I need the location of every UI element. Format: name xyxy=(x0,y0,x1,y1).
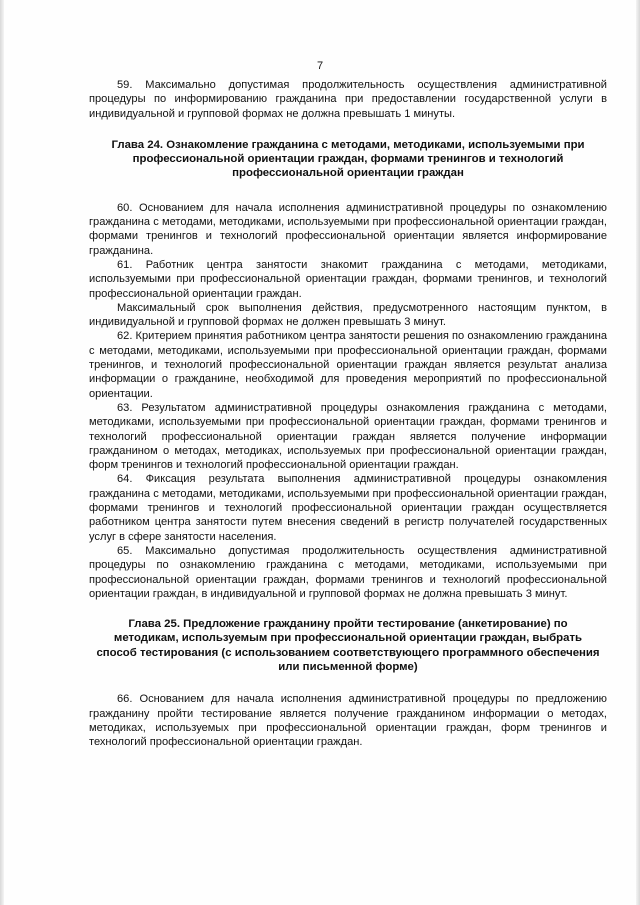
paragraph-61-max-time: Максимальный срок выполнения действия, предусмотренного настоящим пунктом, в индивидуальной и групповой формах не должен превышать 3 минут. xyxy=(89,301,607,329)
scan-edge-left xyxy=(0,0,4,905)
page-number: 7 xyxy=(316,60,324,72)
chapter-25-heading: Глава 25. Предложение гражданину пройти тестирование (анкетирование) по методикам, используемым при профессиональной ориентации граждан, выбрать способ тестирования (с использованием соответствующего программного обеспечения или письменной форме) xyxy=(96,618,600,673)
paragraph-66: 66. Основанием для начала исполнения административной процедуры по предложению гражданину пройти тестирование является получение гражданином информации о методах, методиках, используемых при профессиональной ориентации граждан, форм тренингов и технологий профессиональной ориентации граждан. xyxy=(89,693,607,749)
paragraph-61: 61. Работник центра занятости знакомит гражданина с методами, методиками, используемыми при профессиональной ориентации граждан, формами тренингов, и технологий профессиональной ориентации граждан. xyxy=(89,258,607,300)
paragraph-64: 64. Фиксация результата выполнения административной процедуры ознакомления гражданина с методами, методиками, используемыми при профессиональной ориентации граждан, формами тренингов и технологий профессиональной ориентации граждан осуществляется работником центра занятости путем внесения сведений в регистр получателей государственных услуг в сфере занятости населения. xyxy=(89,473,607,543)
document-body xyxy=(89,78,607,749)
scan-edge-right xyxy=(636,0,640,905)
paragraph-65: 65. Максимально допустимая продолжительность осуществления административной процедуры по ознакомлению гражданина с методами, методиками, используемыми при профессиональной ориентации граждан, формами тренингов и технологий профессиональной ориентации граждан, в индивидуальной и групповой формах не должна превышать 3 минут. xyxy=(89,544,607,600)
paragraph-62: 62. Критерием принятия работником центра занятости решения по ознакомлению гражданина с методами, методиками, используемыми при профессиональной ориентации граждан, формами тренингов, и технологий профессиональной ориентации граждан является результат анализа информации о гражданине, необходимой для проведения мероприятий по профессиональной ориентации. xyxy=(89,330,607,400)
paragraph-60: 60. Основанием для начала исполнения административной процедуры по ознакомлению гражданина с методами, методиками, используемыми при профессиональной ориентации граждан, формами тренингов и технологий профессиональной ориентации является информирование гражданина. xyxy=(89,201,607,257)
paragraph-59: 59. Максимально допустимая продолжительность осуществления административной процедуры по информированию гражданина при предоставлении государственной услуги в индивидуальной и групповой формах не должна превышать 1 минуты. xyxy=(89,79,607,120)
chapter-24-heading: Глава 24. Ознакомление гражданина с методами, методиками, используемыми при профессиональной ориентации граждан, формами тренингов и технологий профессиональной ориентации граждан xyxy=(111,138,585,180)
paragraph-63: 63. Результатом административной процедуры ознакомления гражданина с методами, методиками, используемыми при профессиональной ориентации граждан, формами тренингов и технологий профессиональной ориентации граждан является получение информации гражданином о методах, методиках, используемых при профессиональной ориентации граждан, форм тренингов и технологий профессиональной ориентации граждан. xyxy=(89,401,607,472)
